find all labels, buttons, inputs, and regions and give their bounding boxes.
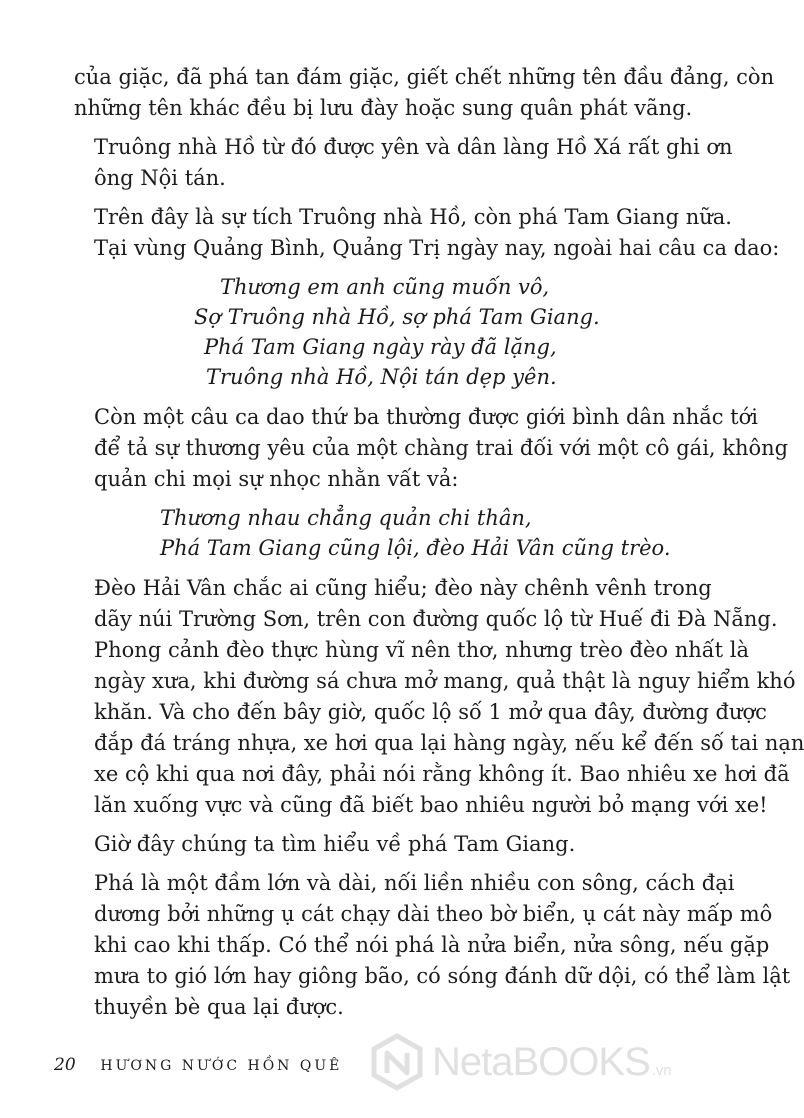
watermark [368,1032,672,1092]
text-line: của giặc, đã phá tan đám giặc, giết chết những tên đầu đảng, còn [74,65,775,89]
text-line: quản chi mọi sự nhọc nhằn vất vả: [94,467,459,491]
text-line: Phong cảnh đèo thực hùng vĩ nên thơ, nhưng trèo đèo nhất là [94,638,750,662]
verse-line: Truông nhà Hồ, Nội tán dẹp yên. [206,365,557,389]
text-line: những tên khác đều bị lưu đày hoặc sung quân phát vãng. [74,96,693,120]
watermark-suffix: .vn [651,1061,672,1079]
text-line: lăn xuống vực và cũng đã biết bao nhiêu người bỏ mạng với xe! [94,793,768,817]
page-footer [54,1055,342,1075]
verse-line: Thương nhau chẳng quản chi thân, [160,506,532,530]
paragraph [74,62,775,124]
text-line: ngày xưa, khi đường sá chưa mở mang, quả thật là nguy hiểm khó [94,669,796,693]
text-line: dãy núi Trường Sơn, trên con đường quốc lộ từ Huế đi Đà Nẵng. [94,607,778,631]
verse-line: Sợ Truông nhà Hồ, sợ phá Tam Giang. [194,305,600,329]
text-line: Giờ đây chúng ta tìm hiểu về phá Tam Giang. [94,832,576,856]
text-line: Trên đây là sự tích Truông nhà Hồ, còn phá Tam Giang nữa. [94,205,732,229]
text-line: để tả sự thương yêu của một chàng trai đối với một cô gái, không [94,436,789,460]
poem-verse [74,503,670,563]
text-line: khăn. Và cho đến bây giờ, quốc lộ số 1 mở qua đây, đường được [94,700,767,724]
paragraph [74,573,804,821]
page-number: 20 [54,1055,76,1075]
text-line: Tại vùng Quảng Bình, Quảng Trị ngày nay, ngoài hai câu ca dao: [94,236,780,260]
running-title: HƯƠNG NƯỚC HỒN QUÊ [100,1058,343,1074]
verse-line: Thương em anh cũng muốn vô, [220,275,550,299]
verse-line: Phá Tam Giang cũng lội, đèo Hải Vân cũng trèo. [160,536,671,560]
paragraph [74,868,791,1023]
verse-line: Phá Tam Giang ngày rày đã lặng, [204,335,557,359]
netabooks-logo-icon [368,1033,426,1091]
text-line: ông Nội tán. [94,166,226,190]
text-line: dương bởi những ụ cát chạy dài theo bờ biển, ụ cát này mấp mô [94,902,773,926]
text-line: thuyền bè qua lại được. [94,995,344,1019]
text-line: đắp đá tráng nhựa, xe hơi qua lại hàng ngày, nếu kể đến số tai nạn [94,731,804,755]
paragraph [74,829,670,860]
text-line: khi cao khi thấp. Có thể nói phá là nửa biển, nửa sông, nếu gặp [94,933,770,957]
paragraph [74,132,733,194]
paragraph [74,202,780,264]
text-line: Phá là một đầm lớn và dài, nối liền nhiều con sông, cách đại [94,871,735,895]
poem-verse [74,272,670,392]
text-line: mưa to gió lớn hay giông bão, có sóng đánh dữ dội, có thể làm lật [94,964,791,988]
page-body [74,62,804,1031]
text-line: Còn một câu ca dao thứ ba thường được giới bình dân nhắc tới [94,405,758,429]
paragraph [74,402,789,495]
text-line: Đèo Hải Vân chắc ai cũng hiểu; đèo này chênh vênh trong [94,576,712,600]
watermark-text: NetaBOOKS [432,1039,650,1084]
text-line: xe cộ khi qua nơi đây, phải nói rằng không ít. Bao nhiêu xe hơi đã [94,762,790,786]
text-line: Truông nhà Hồ từ đó được yên và dân làng Hồ Xá rất ghi ơn [94,135,733,159]
